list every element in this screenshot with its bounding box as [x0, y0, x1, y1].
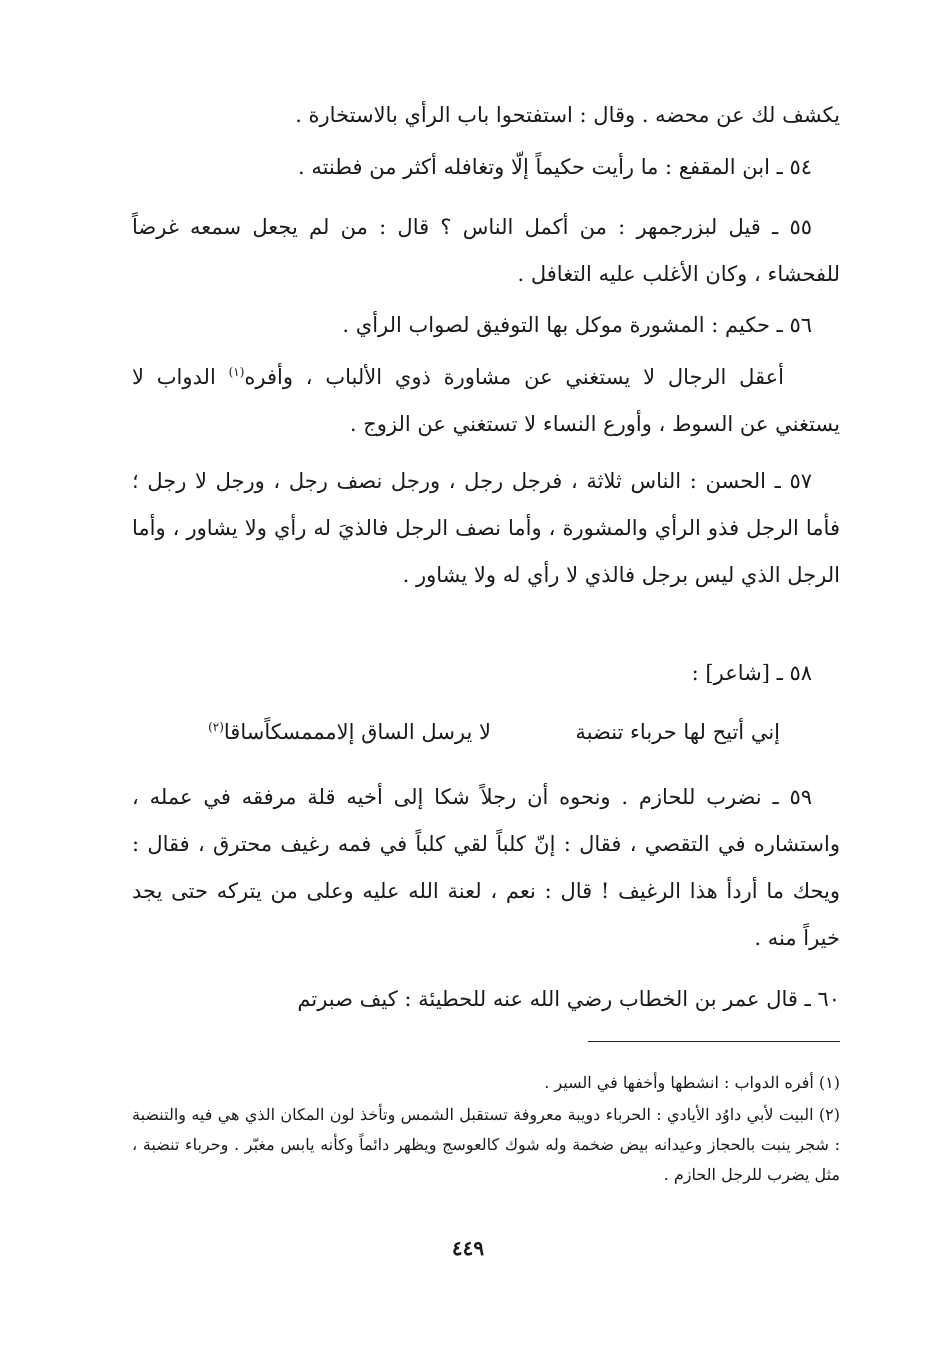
paragraph-56-text-b: الدواب لا يستغني عن السوط ، وأورع النساء لا تستغني عن الزوج . — [132, 365, 840, 436]
page-number: ٤٤٩ — [451, 1236, 485, 1260]
paragraph-60: ٦٠ ـ قال عمر بن الخطاب رضي الله عنه للحطيئة : كيف صبرتم — [297, 987, 840, 1011]
footnote-ref-2: (٢) — [208, 720, 224, 734]
verse-second-text: لا يرسل الساق إلامممسكاًساقا — [223, 720, 491, 744]
paragraph-56: ٥٦ ـ حكيم : المشورة موكل بها التوفيق لصواب الرأي . — [342, 313, 812, 337]
verse-first-hemistich: إني أتيح لها حرباء تنضبة — [575, 720, 780, 744]
paragraph-57: ٥٧ ـ الحسن : الناس ثلاثة ، فرجل رجل ، ورجل نصف رجل ، ورجل لا رجل ؛ فأما الرجل فذو الرأي والمشورة ، وأما نصف الرجل فالذيَ له رأي ولا يشاور ، وأما الرجل الذي ليس برجل فالذي لا رأي له ولا يشاور . — [132, 469, 840, 587]
paragraph-55: ٥٥ ـ قيل لبزرجمهر : من أكمل الناس ؟ قال : من لم يجعل سمعه غرضاً للفحشاء ، وكان الأغلب عليه التغافل . — [132, 215, 840, 286]
paragraph-continuation: يكشف لك عن محضه . وقال : استفتحوا باب الرأي بالاستخارة . — [295, 103, 840, 127]
paragraph-59: ٥٩ ـ نضرب للحازم . ونحوه أن رجلاً شكا إلى أخيه قلة مرفقه في عمله ، واستشاره في التقصي ، فقال : إنّ كلباً لقي كلباً في فمه رغيف محترق ، فقال : ويحك ما أردأ هذا الرغيف ! قال : نعم ، لعنة الله عليه وعلى من يتركه حتى يجد خيراً منه . — [132, 785, 840, 950]
footnote-divider — [588, 1041, 840, 1042]
footnote-2: (٢) البيت لأبي داوُد الأيادي : الحرباء دويبة معروفة تستقبل الشمس وتأخذ لون المكان الذي هي فيه والتنضبة : شجر ينبت بالحجاز وعيدانه بيض ضخمة وله شوك كالعوسج ويظهر دائماً وكأنه يابس مغبّر . وحرباء تنضبة ، مثل يضرب للرجل الحازم . — [132, 1105, 840, 1184]
footnote-1: (١) أفره الدواب : انشطها وأخفها في السير . — [544, 1073, 840, 1092]
paragraph-54: ٥٤ ـ ابن المقفع : ما رأيت حكيماً إلّا وتغافله أكثر من فطنته . — [297, 155, 812, 179]
paragraph-56-continuation — [132, 354, 840, 448]
verse-second-hemistich — [208, 712, 491, 752]
footnote-ref-1: (١) — [228, 365, 245, 379]
paragraph-56-text-a: أعقل الرجال لا يستغني عن مشاورة ذوي الألباب ، وأفره — [244, 365, 785, 389]
paragraph-58-heading: ٥٨ ـ [شاعر] : — [691, 661, 812, 685]
